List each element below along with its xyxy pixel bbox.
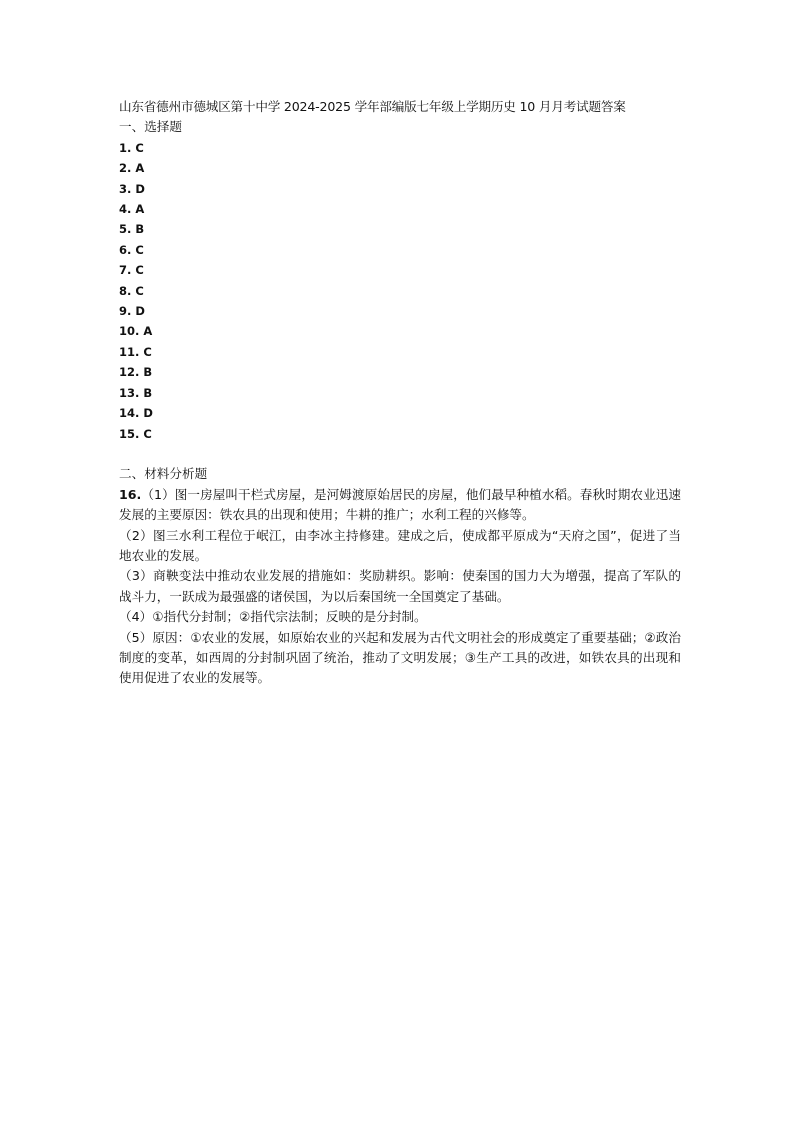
answer-item: 13. B [119, 385, 153, 400]
answer-item: 1. C [119, 140, 144, 155]
answer-paragraph-part-4: （4）①指代分封制；②指代宗法制；反映的是分封制。 [119, 609, 427, 625]
document-title: 山东省德州市德城区第十中学 2024-2025 学年部编版七年级上学期历史 10 月月考试题答案 [119, 99, 626, 114]
answer-item: 8. C [119, 283, 144, 298]
answer-list [119, 138, 681, 444]
answer-text: （1）图一房屋叫干栏式房屋，是河姆渡原始居民的房屋，他们最早种植水稻。春秋时期农业迅速发展的主要原因：铁农具的出现和使用；牛耕的推广；水利工程的兴修等。 [119, 486, 681, 523]
answer-item: 14. D [119, 406, 153, 421]
answer-item: 12. B [119, 365, 153, 380]
answer-item: 10. A [119, 324, 153, 339]
answer-item: 11. C [119, 344, 152, 359]
section-spacer [119, 444, 681, 464]
answer-item: 2. A [119, 161, 145, 176]
question-number: 16. [119, 486, 142, 502]
answer-item: 6. C [119, 242, 144, 257]
answer-item: 7. C [119, 263, 144, 278]
answer-paragraph-part-1 [119, 485, 681, 526]
answer-item: 5. B [119, 222, 145, 237]
answer-paragraph-part-2: （2）图三水利工程位于岷江，由李冰主持修建。建成之后，使成都平原成为“天府之国”，促进了当地农业的发展。 [119, 527, 681, 563]
section-heading-multiple-choice: 一、选择题 [119, 119, 182, 135]
answer-item: 4. A [119, 202, 145, 217]
answer-item: 9. D [119, 304, 145, 319]
answer-item: 3. D [119, 181, 145, 196]
document-content [119, 97, 681, 689]
answer-item: 15. C [119, 426, 152, 441]
section-heading-material-analysis: 二、材料分析题 [119, 466, 208, 482]
answer-paragraph-part-3: （3）商鞅变法中推动农业发展的措施如：奖励耕织。影响：使秦国的国力大为增强，提高了军队的战斗力，一跃成为最强盛的诸侯国，为以后秦国统一全国奠定了基础。 [119, 568, 681, 604]
answer-paragraph-part-5: （5）原因：①农业的发展，如原始农业的兴起和发展为古代文明社会的形成奠定了重要基础；②政治制度的变革，如西周的分封制巩固了统治，推动了文明发展；③生产工具的改进，如铁农具的出现和使用促进了农业的发展等。 [119, 629, 681, 686]
